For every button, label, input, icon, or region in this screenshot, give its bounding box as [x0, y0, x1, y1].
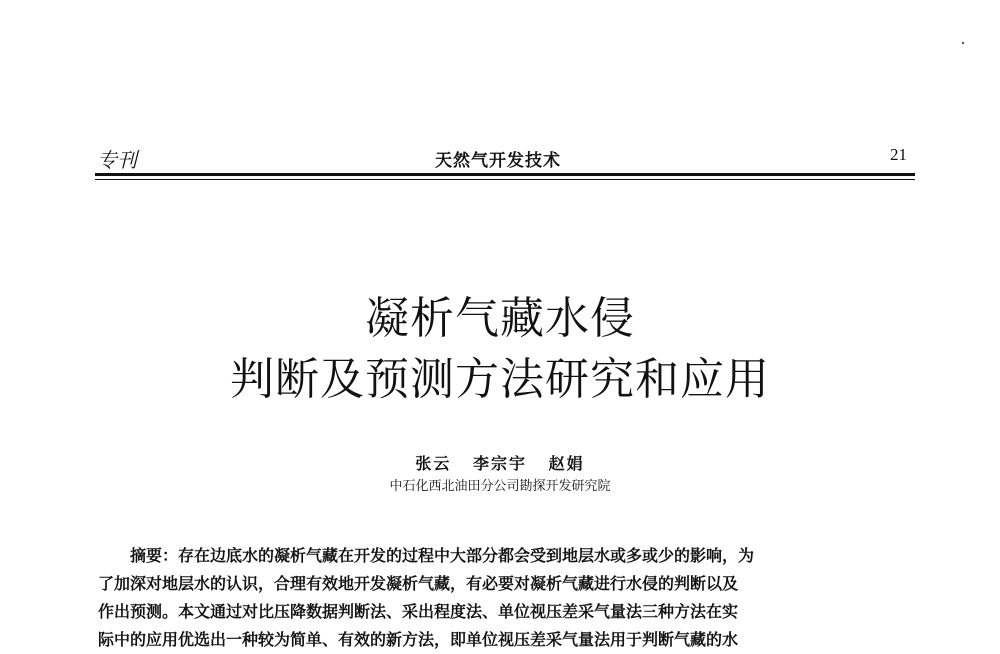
article-title-line-2: 判断及预测方法研究和应用: [230, 354, 770, 405]
abstract-line: 作出预测。本文通过对比压降数据判断法、采出程度法、单位视压差采气量法三种方法在实: [98, 602, 739, 621]
header-rule-thick: [95, 173, 915, 176]
page-number: 21: [890, 145, 907, 164]
journal-issue-label: 专刊: [97, 148, 137, 172]
scan-speck: [962, 42, 964, 44]
journal-name: 天然气开发技术: [435, 151, 561, 171]
abstract-line: 际中的应用优选出一种较为简单、有效的新方法，即单位视压差采气量法用于判断气藏的水: [98, 630, 739, 649]
article-title-line-1: 凝析气藏水侵: [365, 293, 635, 344]
author-list: 张云 李宗宇 赵娟: [415, 454, 585, 473]
abstract-line: 了加深对地层水的认识，合理有效地开发凝析气藏，有必要对凝析气藏进行水侵的判断以及: [98, 574, 739, 593]
running-header: [95, 140, 915, 180]
author-affiliation: 中石化西北油田分公司勘探开发研究院: [389, 479, 611, 494]
abstract-line: 摘要：存在边底水的凝析气藏在开发的过程中大部分都会受到地层水或多或少的影响，为: [130, 546, 755, 565]
header-rule-thin: [95, 179, 915, 180]
abstract: [98, 542, 918, 654]
